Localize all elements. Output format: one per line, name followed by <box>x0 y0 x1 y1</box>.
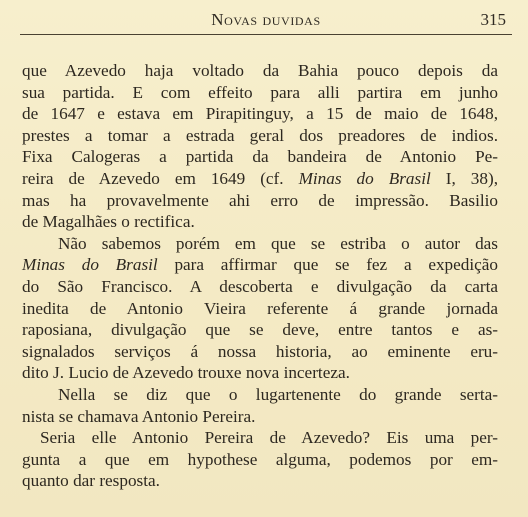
text-line <box>22 298 498 320</box>
running-title: Novas duvidas <box>211 10 321 29</box>
text-line <box>22 190 498 212</box>
italic-title: Minas do Brasil <box>298 168 431 188</box>
text-line <box>22 233 498 255</box>
text-line <box>22 406 498 428</box>
text-line <box>22 82 498 104</box>
running-head <box>20 6 512 36</box>
text-run: I, 38), <box>430 168 498 188</box>
text-run: Nella se diz que o lugartenente do grande serta- <box>58 384 498 404</box>
body-text <box>22 60 498 492</box>
text-run: signalados serviços á nossa historia, ao eminente eru- <box>22 341 498 361</box>
header-rule <box>20 34 512 35</box>
text-line <box>22 146 498 168</box>
text-run: nista se chamava Antonio Pereira. <box>22 406 256 426</box>
text-run: Seria elle Antonio Pereira de Azevedo? Eis uma per- <box>40 428 498 448</box>
text-line <box>22 60 498 82</box>
page-number: 315 <box>480 10 506 29</box>
text-line <box>22 470 498 492</box>
text-run: prestes a tomar a estrada geral dos preadores de indios. <box>22 125 498 145</box>
text-run: dito J. Lucio de Azevedo trouxe nova incerteza. <box>22 363 350 383</box>
text-line <box>22 168 498 190</box>
text-line <box>22 319 498 341</box>
text-run: de 1647 e estava em Pirapitinguy, a 15 de maio de 1648, <box>22 104 498 124</box>
text-line <box>22 125 498 147</box>
text-line <box>22 254 498 276</box>
text-run: raposiana, divulgação que se deve, entre tantos e as- <box>22 320 498 340</box>
text-run: reira de Azevedo em 1649 (cf. <box>22 168 299 188</box>
text-line <box>22 341 498 363</box>
text-run: Fixa Calogeras a partida da bandeira de Antonio Pe- <box>22 147 498 167</box>
text-line <box>22 427 498 449</box>
text-run: do São Francisco. A descoberta e divulgação da carta <box>22 276 498 296</box>
italic-title: Minas do Brasil <box>22 255 158 275</box>
text-run: sua partida. E com effeito para alli partira em junho <box>22 82 498 102</box>
text-run: para affirmar que se fez a expedição <box>157 255 498 275</box>
text-run: de Magalhães o rectifica. <box>22 212 195 232</box>
text-line <box>22 211 498 233</box>
text-line <box>22 449 498 471</box>
text-run: gunta a que em hypothese alguma, podemos por em- <box>22 449 498 469</box>
text-run: que Azevedo haja voltado da Bahia pouco depois da <box>22 61 498 80</box>
text-run: quanto dar resposta. <box>22 471 160 491</box>
text-line <box>22 362 498 384</box>
text-run: mas ha provavelmente ahi erro de impressão. Basilio <box>22 190 498 210</box>
text-run: inedita de Antonio Vieira referente á grande jornada <box>22 298 498 318</box>
text-line <box>22 276 498 298</box>
text-line <box>22 384 498 406</box>
text-run: Não sabemos porém em que se estriba o autor das <box>58 233 498 253</box>
text-line <box>22 103 498 125</box>
